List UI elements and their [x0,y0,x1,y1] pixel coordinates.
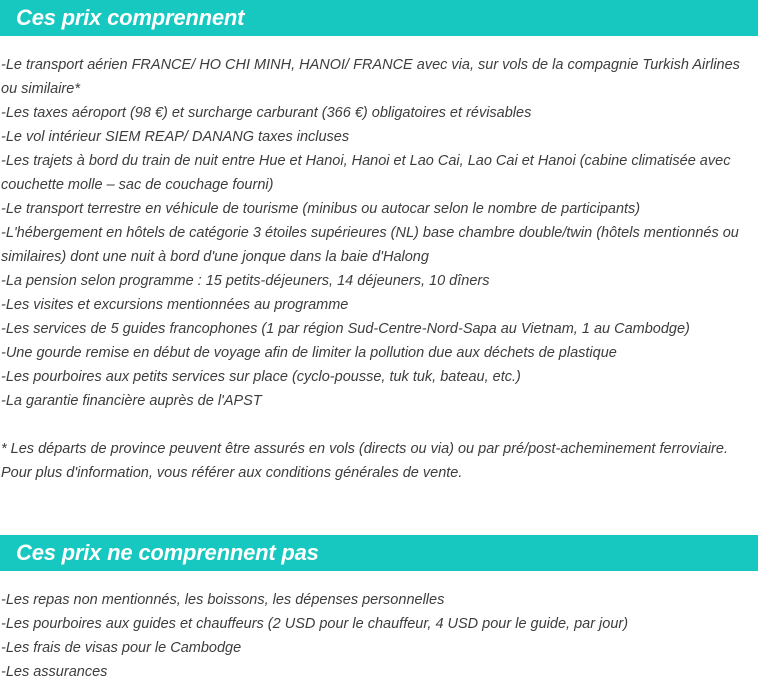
list-item: -Les repas non mentionnés, les boissons, les dépenses personnelles [1,592,445,608]
departure-footnote: * Les départs de province peuvent être assurés en vols (directs ou via) ou par pré/post-acheminement ferroviaire. Pour plus d'information, vous référer aux conditions générales de vente. [1,441,728,481]
list-item: -Les frais de visas pour le Cambodge [1,640,242,656]
list-item: -Le transport aérien FRANCE/ HO CHI MINH, HANOI/ FRANCE avec via, sur vols de la compagnie Turkish Airlines ou similaire* [1,57,740,97]
list-item: -La garantie financière auprès de l'APST [1,393,262,409]
list-item: -Le vol intérieur SIEM REAP/ DANANG taxes incluses [1,129,350,145]
list-item: -Les services de 5 guides francophones (1 par région Sud-Centre-Nord-Sapa au Vietnam, 1 au Cambodge) [1,321,690,337]
list-item: -La pension selon programme : 15 petits-déjeuners, 14 déjeuners, 10 dîners [1,273,490,289]
excluded-header [0,535,758,571]
list-item: -Les trajets à bord du train de nuit entre Hue et Hanoi, Hanoi et Lao Cai, Lao Cai et Hanoi (cabine climatisée avec couchette molle – sac de couchage fourni) [1,153,731,193]
excluded-title: Ces prix ne comprennent pas [16,540,319,565]
list-item: -Une gourde remise en début de voyage afin de limiter la pollution due aux déchets de plastique [1,345,617,361]
list-item: -Les assurances [1,664,108,680]
list-item: -Le transport terrestre en véhicule de tourisme (minibus ou autocar selon le nombre de participants) [1,201,641,217]
list-item: -Les taxes aéroport (98 €) et surcharge carburant (366 €) obligatoires et révisables [1,105,532,121]
included-title: Ces prix comprennent [16,5,245,30]
list-item: -Les pourboires aux petits services sur place (cyclo-pousse, tuk tuk, bateau, etc.) [1,369,521,385]
included-header [0,0,758,36]
list-item: -Les pourboires aux guides et chauffeurs (2 USD pour le chauffeur, 4 USD pour le guide, par jour) [1,616,629,632]
excluded-list [0,588,758,684]
list-item: -Les visites et excursions mentionnées au programme [1,297,349,313]
list-item: -L'hébergement en hôtels de catégorie 3 étoiles supérieures (NL) base chambre double/twin (hôtels mentionnés ou similaires) dont une nuit à bord d'une jonque dans la baie d'Halong [1,225,739,265]
included-list [0,53,758,413]
excluded-section [0,535,758,684]
